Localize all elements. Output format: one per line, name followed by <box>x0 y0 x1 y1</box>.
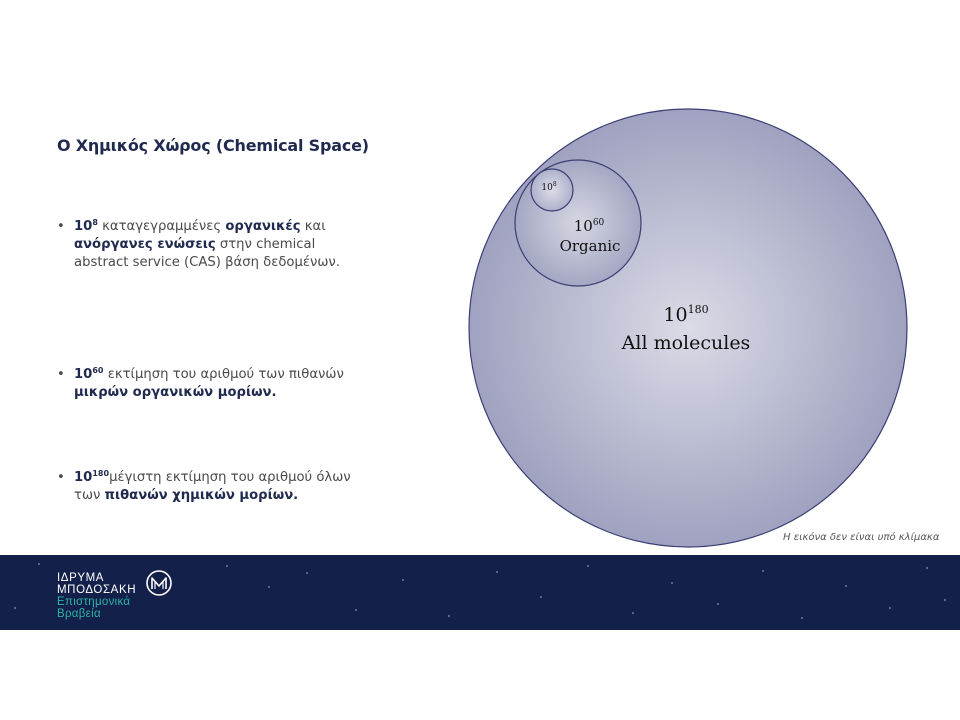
star-dot <box>306 572 308 574</box>
bullet-text: καταγεγραμμένες <box>97 219 226 234</box>
bullet-dot-icon: • <box>57 219 65 234</box>
star-dot <box>845 585 847 587</box>
all-molecules-circle <box>469 109 907 547</box>
star-dot <box>226 565 228 567</box>
logo-text-line: Βραβεία <box>57 608 101 620</box>
bullet-dot-icon: • <box>57 367 65 382</box>
bullet-exponent: 60 <box>92 366 104 375</box>
star-dot <box>268 586 270 588</box>
bullet-base: 10 <box>74 219 93 234</box>
star-dot <box>717 603 719 605</box>
bullet-emphasis: οργανικές <box>225 219 301 234</box>
bullet-exponent: 180 <box>92 469 110 478</box>
footer-banner <box>0 555 960 630</box>
star-dot <box>762 570 764 572</box>
star-dot <box>402 579 404 581</box>
star-dot <box>801 617 803 619</box>
bullet-text: στην chemical abstract service (CAS) βάση δεδομένων. <box>74 237 340 270</box>
star-dot <box>926 567 928 569</box>
bullet-text: εκτίμηση του αριθμού των πιθανών <box>103 367 344 382</box>
bullet-emphasis: μικρών οργανικών μορίων. <box>74 385 277 400</box>
star-dot <box>355 609 357 611</box>
cas-count: $10^8$ <box>541 181 557 193</box>
slide-title: Ο Χημικός Χώρος (Chemical Space) <box>57 136 369 155</box>
star-dot <box>944 599 946 601</box>
all-molecules-label: All molecules <box>621 332 751 354</box>
bullet-emphasis: πιθανών χημικών μορίων. <box>104 488 299 503</box>
bullet-text: μέγιστη εκτίμηση του αριθμού όλων των <box>74 470 351 503</box>
bodossaki-monogram-icon <box>145 569 173 597</box>
bullet-dot-icon: • <box>57 470 65 485</box>
scale-note: Η εικόνα δεν είναι υπό κλίμακα <box>783 532 940 543</box>
star-dot <box>448 615 450 617</box>
star-dot <box>540 596 542 598</box>
star-dot <box>671 582 673 584</box>
logo-text-line: Επιστημονικά <box>57 596 131 608</box>
star-dot <box>889 607 891 609</box>
logo-text-line: ΙΔΡΥΜΑ <box>57 572 105 584</box>
star-dot <box>632 612 634 614</box>
bullet-base: 10 <box>74 367 93 382</box>
star-dot <box>38 563 40 565</box>
bodossaki-logo <box>57 572 136 620</box>
organic-count: $10^{60}$ <box>573 217 605 235</box>
star-dot <box>496 571 498 573</box>
bullet-exponent: 8 <box>92 218 98 227</box>
bullet-text: και <box>300 219 326 234</box>
organic-label: Organic <box>559 237 621 255</box>
star-dot <box>14 607 16 609</box>
logo-text-line: ΜΠΟΔΟΣΑΚΗ <box>57 584 137 596</box>
bullet-base: 10 <box>74 470 93 485</box>
all-molecules-count: $10^{180}$ <box>663 303 709 326</box>
star-dot <box>587 565 589 567</box>
bullet-emphasis: ανόργανες ενώσεις <box>74 237 216 252</box>
